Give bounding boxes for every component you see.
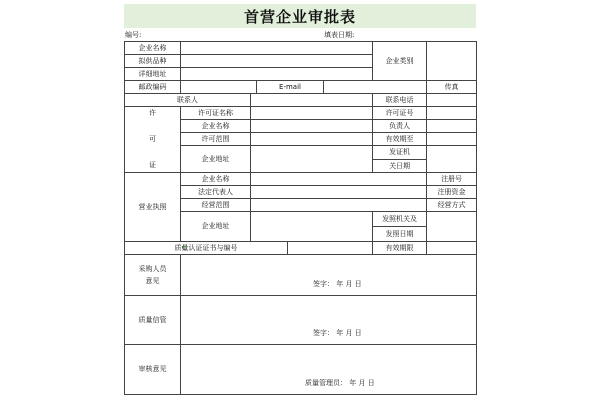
label-contact: 联系人	[125, 94, 251, 107]
approval-form-sheet	[124, 4, 476, 398]
label-qa-opinion: 质量信管	[125, 296, 181, 345]
input-company-name[interactable]	[181, 42, 373, 55]
form-meta-row	[124, 28, 476, 41]
label-business-address: 企业地址	[181, 212, 251, 242]
label-phone: 联系电话	[373, 94, 427, 107]
label-business-mode: 经营方式	[427, 199, 477, 212]
label-issuer-line2: 发照日期	[373, 227, 427, 242]
purchaser-line2: 意见	[145, 277, 160, 285]
label-legal-rep: 法定代表人	[181, 186, 251, 199]
input-cert-valid[interactable]	[427, 242, 477, 255]
input-qa-opinion[interactable]	[181, 296, 477, 345]
input-legal-rep[interactable]	[251, 186, 427, 199]
label-person-in-charge: 负责人	[373, 120, 427, 133]
input-license-name[interactable]	[251, 107, 373, 120]
label-issue-line1: 发证机	[373, 146, 427, 160]
label-email: E-mail	[257, 81, 324, 94]
input-postcode[interactable]	[181, 81, 257, 94]
label-license-address: 企业地址	[181, 146, 251, 173]
input-phone[interactable]	[427, 94, 477, 107]
label-address: 详细地址	[125, 68, 181, 81]
input-contact[interactable]	[251, 94, 373, 107]
label-company-type: 企业类别	[373, 42, 427, 81]
license-char-1: 许	[149, 109, 156, 117]
qa-signature-line: 签字： 年 月 日	[313, 329, 362, 337]
input-business-company[interactable]	[251, 173, 427, 186]
label-license-company: 企业名称	[181, 120, 251, 133]
label-issuer-line1: 发照机关及	[373, 212, 427, 227]
label-license-valid: 有效期至	[373, 133, 427, 146]
input-license-valid[interactable]	[427, 133, 477, 146]
input-license-issue[interactable]	[427, 146, 477, 173]
input-license-company[interactable]	[251, 120, 373, 133]
purchaser-signature-line: 签字： 年 月 日	[313, 280, 362, 288]
input-person-in-charge[interactable]	[427, 120, 477, 133]
purchaser-line1: 采购人员	[138, 265, 167, 273]
approval-form-table	[124, 41, 477, 395]
label-license-scope: 许可范围	[181, 133, 251, 146]
label-business-scope: 经营范围	[181, 199, 251, 212]
input-business-issue[interactable]	[427, 212, 477, 242]
fill-date-label: 填表日期:	[324, 31, 355, 39]
input-address[interactable]	[181, 68, 373, 81]
input-review-opinion[interactable]	[181, 345, 477, 395]
input-quality-cert[interactable]	[288, 242, 373, 255]
input-license-address[interactable]	[251, 146, 373, 173]
label-fax: 传真	[427, 81, 477, 94]
license-char-2: 可	[149, 135, 156, 143]
label-reg-capital: 注册资金	[427, 186, 477, 199]
label-purchaser-opinion	[125, 255, 181, 296]
business-group-label: 营业执照	[125, 173, 181, 242]
input-license-no[interactable]	[427, 107, 477, 120]
input-purchaser-opinion[interactable]	[181, 255, 477, 296]
label-issue-line2: 关日期	[373, 160, 427, 173]
label-license-no: 许可证号	[373, 107, 427, 120]
label-license-name: 许可证名称	[181, 107, 251, 120]
input-business-address[interactable]	[251, 212, 373, 242]
input-email[interactable]	[324, 81, 427, 94]
license-group-label	[125, 107, 181, 173]
label-quality-cert: 质量认证证书与编号	[125, 242, 288, 255]
label-review-opinion: 审核意见	[125, 345, 181, 395]
number-label: 编号:	[125, 31, 142, 39]
label-reg-no: 注册号	[427, 173, 477, 186]
label-postcode: 邮政编码	[125, 81, 181, 94]
label-cert-valid: 有效期限	[373, 242, 427, 255]
label-company-name: 企业名称	[125, 42, 181, 55]
input-company-type[interactable]	[427, 42, 477, 81]
form-title: 首营企业审批表	[243, 7, 356, 26]
label-products: 拟供品种	[125, 55, 181, 68]
input-products[interactable]	[181, 55, 373, 68]
input-license-scope[interactable]	[251, 133, 373, 146]
title-bar	[124, 4, 476, 28]
review-signature-line: 质量管理员： 年 月 日	[305, 379, 375, 387]
input-business-scope[interactable]	[251, 199, 427, 212]
label-business-company: 企业名称	[181, 173, 251, 186]
license-char-3: 证	[149, 161, 156, 169]
